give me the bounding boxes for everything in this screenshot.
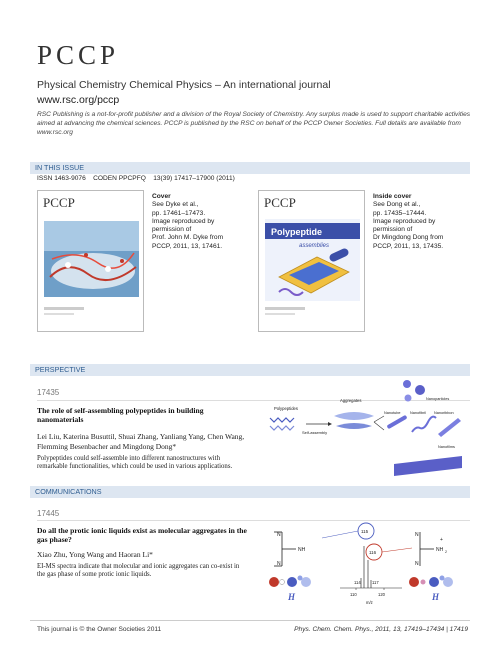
svg-text:Nanotube: Nanotube [384, 411, 401, 415]
issn: ISSN 1463-9076 [37, 175, 86, 182]
svg-text:Nanofilms: Nanofilms [438, 445, 455, 449]
perspective-graphical-abstract [262, 376, 470, 476]
journal-logo: PCCP [37, 40, 120, 70]
svg-text:2: 2 [445, 550, 447, 554]
communications-bar: COMMUNICATIONS [30, 486, 470, 498]
issue-meta [37, 175, 235, 182]
svg-text:116: 116 [369, 550, 377, 555]
svg-text:Polypeptides: Polypeptides [274, 406, 298, 411]
communications-page-number[interactable]: 17445 [37, 509, 60, 518]
perspective-page-number[interactable]: 17435 [37, 388, 60, 397]
svg-text:H: H [432, 592, 440, 602]
perspective-article-title[interactable]: The role of self-assembling polypeptides in building nanomaterials [37, 406, 204, 424]
svg-text:m/z: m/z [366, 600, 373, 605]
svg-text:110: 110 [350, 592, 357, 597]
svg-text:NH: NH [436, 547, 444, 553]
inside-cover-caption: Inside cover See Dong et al., pp. 17435–17444. Image reproduced by permission of Dr Mingdong Dong from PCCP, 2011, 13, 17435. [373, 193, 444, 250]
communications-authors: Xiao Zhu, Yong Wang and Haoran Li* [37, 550, 153, 559]
svg-text:Nanofibril: Nanofibril [410, 411, 427, 415]
svg-text:NH: NH [298, 547, 306, 553]
svg-text:+: + [440, 537, 443, 543]
journal-url-link[interactable]: www.rsc.org/pccp [37, 94, 120, 106]
inside-cover-image[interactable] [258, 190, 365, 332]
cover-thumb-title: PCCP [43, 195, 75, 210]
perspective-authors: Lei Liu, Katerina Busuttil, Shuai Zhang, Yanliang Yang, Chen Wang, Flemming Besenbacher and Mingdong Dong* [37, 432, 245, 451]
svg-text:Nanoribbon: Nanoribbon [434, 411, 454, 415]
svg-text:N: N [277, 532, 281, 538]
cover-artwork [38, 219, 144, 329]
inside-cover-thumb-title: PCCP [264, 195, 296, 210]
svg-text:Nanoparticles: Nanoparticles [426, 397, 450, 401]
perspective-bar: PERSPECTIVE [30, 364, 470, 376]
inside-cover-subbanner: assemblies [299, 243, 330, 249]
svg-text:115: 115 [361, 529, 369, 534]
in-this-issue-bar: IN THIS ISSUE [30, 162, 470, 174]
footer-copyright: This journal is © the Owner Societies 2011 [37, 626, 162, 633]
communications-article-title[interactable]: Do all the protic ionic liquids exist as molecular aggregates in the gas phase? [37, 526, 247, 544]
svg-text:114: 114 [354, 580, 361, 585]
cover-image[interactable] [37, 190, 144, 332]
svg-text:Self-assembly: Self-assembly [302, 430, 328, 435]
communications-graphical-abstract [262, 516, 470, 616]
volume-info: 13(39) 17417–17900 (2011) [153, 175, 235, 182]
inside-cover-banner: Polypeptide [271, 227, 323, 237]
journal-title: Physical Chemistry Chemical Physics – An international journal [37, 79, 331, 91]
communications-abstract: EI-MS spectra indicate that molecular and ionic aggregates can co-exist in the gas phase of some protic ionic liquids. [37, 563, 240, 579]
coden: CODEN PPCPFQ [93, 175, 146, 182]
svg-text:N: N [415, 561, 419, 567]
inside-cover-heading: Inside cover [373, 193, 412, 200]
cover-heading: Cover [152, 193, 171, 200]
svg-text:N: N [277, 561, 281, 567]
svg-text:H: H [288, 592, 296, 602]
svg-text:N: N [415, 532, 419, 538]
footer-divider [30, 620, 470, 621]
svg-text:Aggregates: Aggregates [340, 398, 362, 403]
footer-citation: Phys. Chem. Chem. Phys., 2011, 13, 17419–17434 | 17419 [294, 626, 468, 633]
svg-text:117: 117 [372, 580, 379, 585]
cover-caption: Cover See Dyke et al., pp. 17461–17473. Image reproduced by permission of Prof. John M. Dyke from PCCP, 2011, 13, 17461. [152, 193, 224, 250]
svg-text:120: 120 [378, 592, 385, 597]
perspective-abstract: Polypeptides could self-assemble into different nanostructures with remarkable functionalities, which could be used in various applications. [37, 455, 233, 471]
inside-cover-artwork [259, 217, 365, 329]
publisher-blurb: RSC Publishing is a not-for-profit publisher and a division of the Royal Society of Chemistry. Any surplus made is used to support charitable activities aimed at advancing the chemical sciences. PCCP is published by the RSC on behalf of the PCCP Owner Societies. Full details are available from www.rsc.org [37, 111, 471, 136]
